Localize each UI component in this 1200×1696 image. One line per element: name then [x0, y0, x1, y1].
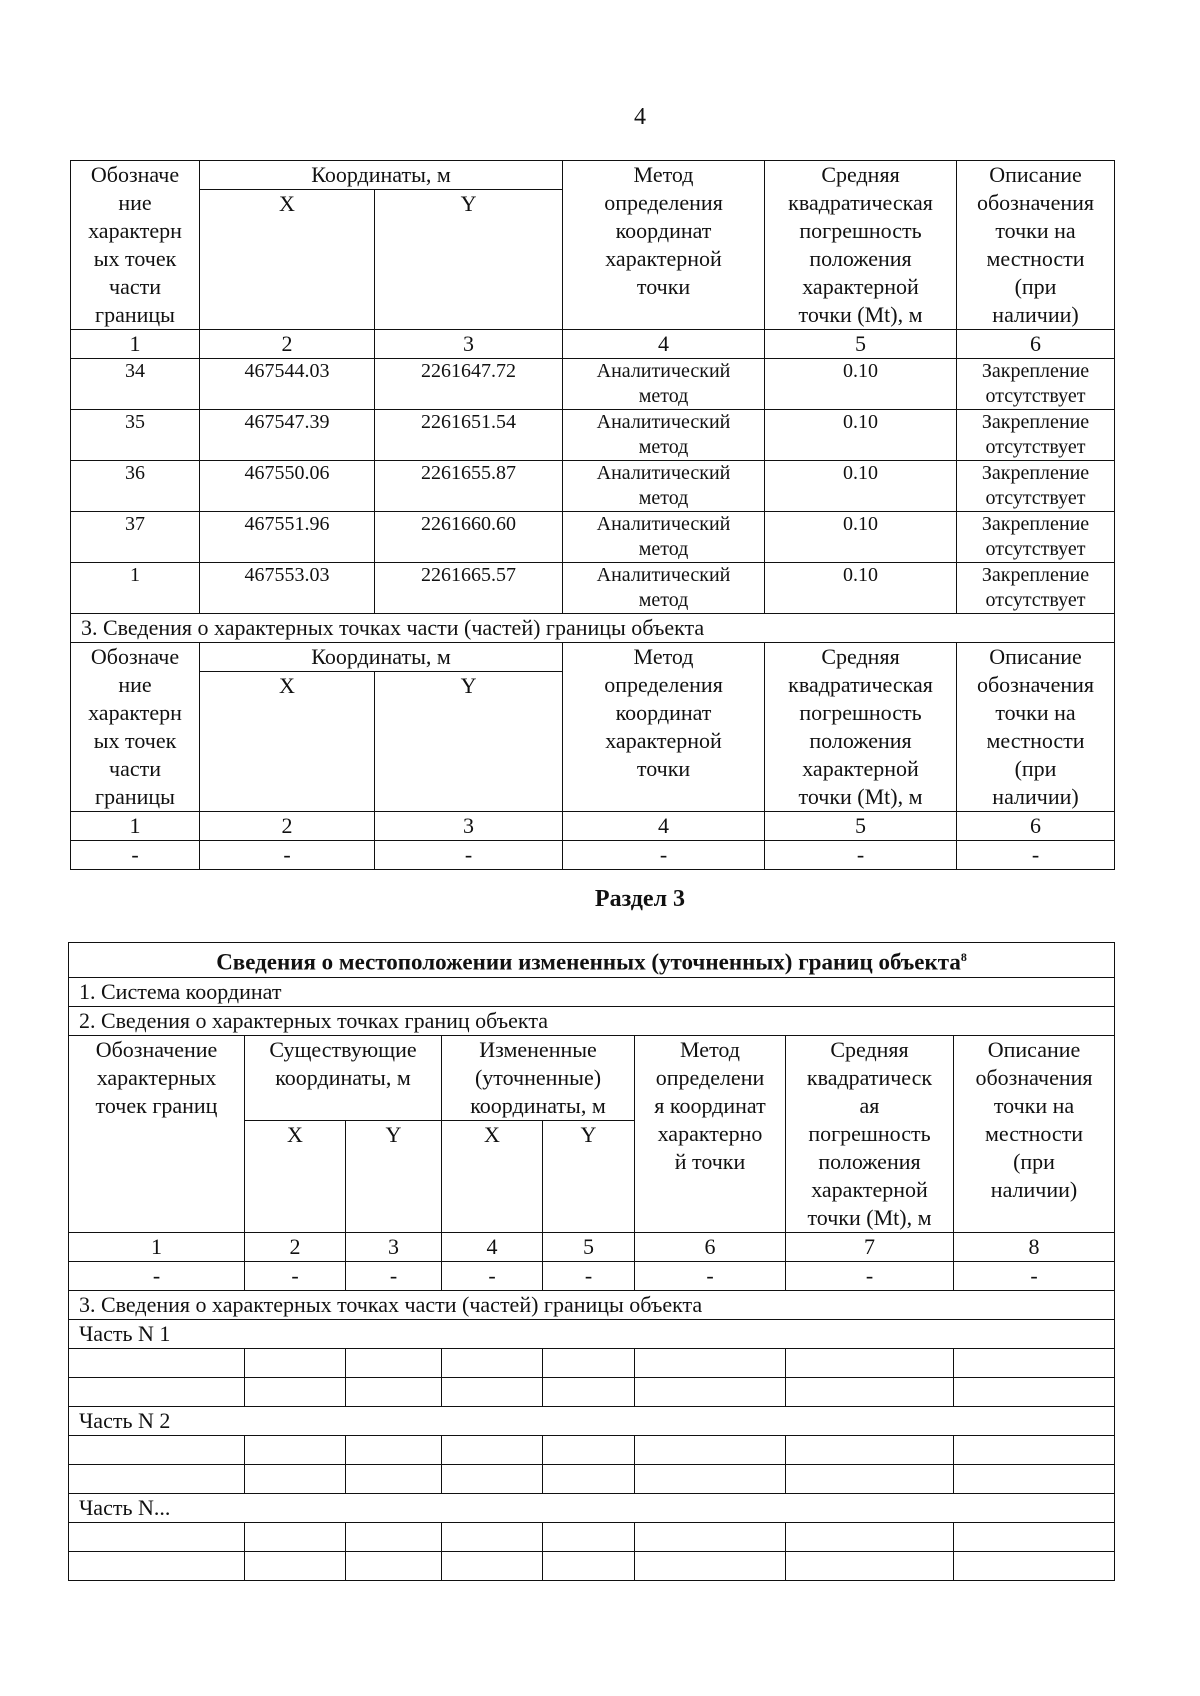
header-method: Метод определения координат характерной точки	[563, 643, 765, 812]
parts-heading: 3. Сведения о характерных точках части (частей) границы объекта	[69, 1290, 1115, 1319]
header-y: Y	[375, 190, 563, 330]
column-numbers-row: 1 2 3 4 5 6	[71, 330, 1115, 359]
table-row: 35 467547.39 2261651.54 Аналитический метод 0.10 Закрепление отсутствует	[71, 410, 1115, 461]
section-title: Раздел 3	[594, 886, 686, 912]
table-row: 37 467551.96 2261660.60 Аналитический метод 0.10 Закрепление отсутствует	[71, 512, 1115, 563]
header-changed-coords: Измененные (уточненные) координаты, м	[442, 1035, 635, 1120]
table-title-row	[69, 943, 1115, 978]
header-coordinates: Координаты, м	[200, 643, 563, 672]
header-changed-y: Y	[543, 1120, 635, 1232]
coordinate-system-row: 1. Система координат	[69, 977, 1115, 1006]
blank-row	[69, 1348, 1115, 1377]
table-row: 1 467553.03 2261665.57 Аналитический метод 0.10 Закрепление отсутствует	[71, 563, 1115, 614]
column-numbers-row: 1 2 3 4 5 6	[71, 812, 1115, 841]
header-description: Описание обозначения точки на местности (при наличии)	[957, 643, 1115, 812]
changed-boundaries-table	[68, 942, 1115, 1581]
blank-row	[69, 1377, 1115, 1406]
part-label: Часть N...	[69, 1493, 1115, 1522]
subsection-row	[71, 614, 1115, 643]
empty-row: - - - - - -	[71, 841, 1115, 870]
header-method: Метод определени я координат характерно й точки	[635, 1035, 786, 1232]
table-row: 36 467550.06 2261655.87 Аналитический метод 0.10 Закрепление отсутствует	[71, 461, 1115, 512]
boundary-points-heading: 2. Сведения о характерных точках границ объекта	[69, 1006, 1115, 1035]
header-description: Описание обозначения точки на местности (при наличии)	[957, 161, 1115, 330]
header-point-designation: Обозначе ние характерн ых точек части границы	[71, 161, 200, 330]
table-row: 34 467544.03 2261647.72 Аналитический метод 0.10 Закрепление отсутствует	[71, 359, 1115, 410]
footnote-mark: 8	[960, 950, 967, 964]
table-title: Сведения о местоположении измененных (уточненных) границ объекта$^8$	[69, 943, 1115, 978]
header-x: X	[200, 672, 375, 812]
header-method: Метод определения координат характерной точки	[563, 161, 765, 330]
header-description: Описание обозначения точки на местности (при наличии)	[954, 1035, 1115, 1232]
header-existing-x: X	[245, 1120, 346, 1232]
part-label: Часть N 1	[69, 1319, 1115, 1348]
blank-row	[69, 1435, 1115, 1464]
blank-row	[69, 1522, 1115, 1551]
header-point-designation: Обозначе ние характерн ых точек части границы	[71, 643, 200, 812]
page-number: 4	[634, 104, 646, 130]
header-point-designation: Обозначение характерных точек границ	[69, 1035, 245, 1232]
header-mean-error: Средняя квадратическ ая погрешность положения характерной точки (Mt), м	[786, 1035, 954, 1232]
blank-row	[69, 1464, 1115, 1493]
header-existing-y: Y	[346, 1120, 442, 1232]
header-y: Y	[375, 672, 563, 812]
header-x: X	[200, 190, 375, 330]
empty-row: - - - - - - - -	[69, 1261, 1115, 1290]
header-changed-x: X	[442, 1120, 543, 1232]
blank-row	[69, 1551, 1115, 1580]
header-existing-coords: Существующие координаты, м	[245, 1035, 442, 1120]
header-coordinates: Координаты, м	[200, 161, 563, 190]
characteristic-points-table	[70, 160, 1115, 870]
header-mean-error: Средняя квадратическая погрешность положения характерной точки (Mt), м	[765, 643, 957, 812]
subsection-heading: 3. Сведения о характерных точках части (частей) границы объекта	[71, 614, 1115, 643]
column-numbers-row: 1 2 3 4 5 6 7 8	[69, 1232, 1115, 1261]
part-label: Часть N 2	[69, 1406, 1115, 1435]
header-mean-error: Средняя квадратическая погрешность положения характерной точки (Mt), м	[765, 161, 957, 330]
